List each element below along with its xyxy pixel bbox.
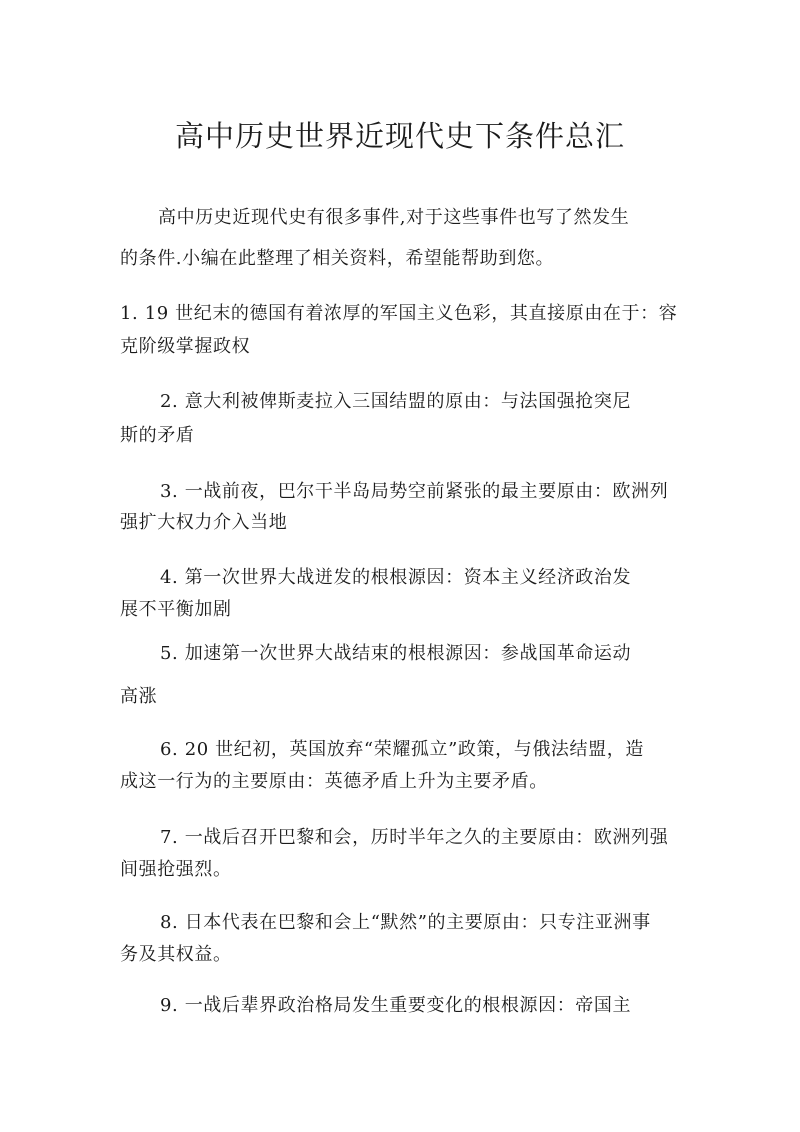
item-1-line-1: 1. 19 世纪末的德国有着浓厚的军国主义色彩，其直接原由在于：容 — [120, 303, 678, 324]
item-5-line-1: 5. 加速第一次世界大战结束的根根源因：参战国革命运动 — [160, 643, 632, 664]
item-3-line-2: 强扩大权力介入当地 — [120, 512, 288, 533]
item-2-line-2: 斯的矛盾 — [120, 425, 195, 446]
item-4-line-1: 4. 第一次世界大战迸发的根根源因：资本主义经济政治发 — [160, 567, 632, 588]
item-6-line-1: 6. 20 世纪初，英国放弃“荣耀孤立”政策，与俄法结盟，造 — [160, 739, 644, 760]
item-7-line-1: 7. 一战后召开巴黎和会，历时半年之久的主要原由：欧洲列强 — [160, 827, 669, 848]
intro-line-1: 高中历史近现代史有很多事件,对于这些事件也写了然发生 — [158, 207, 630, 228]
document-title: 高中历史世界近现代史下条件总汇 — [174, 119, 625, 153]
item-4-line-2: 展不平衡加剧 — [120, 599, 232, 620]
item-8-line-1: 8. 日本代表在巴黎和会上“默然”的主要原由：只专注亚洲事 — [160, 912, 651, 933]
item-2-line-1: 2. 意大利被俾斯麦拉入三国结盟的原由：与法国强抢突尼 — [160, 391, 632, 412]
item-9-line-1: 9. 一战后辈界政治格局发生重要变化的根根源因：帝国主 — [160, 995, 632, 1016]
item-6-line-2: 成这一行为的主要原由：英德矛盾上升为主要矛盾。 — [120, 771, 548, 792]
item-8-line-2: 务及其权益。 — [120, 944, 232, 965]
item-1-line-2: 克阶级掌握政权 — [120, 336, 251, 357]
intro-line-2: 的条件.小编在此整理了相关资料，希望能帮助到您。 — [120, 248, 555, 269]
item-5-line-2: 高涨 — [120, 686, 158, 707]
item-7-line-2: 间强抢强烈。 — [120, 859, 232, 880]
item-3-line-1: 3. 一战前夜，巴尔干半岛局势空前紧张的最主要原由：欧洲列 — [160, 481, 669, 502]
